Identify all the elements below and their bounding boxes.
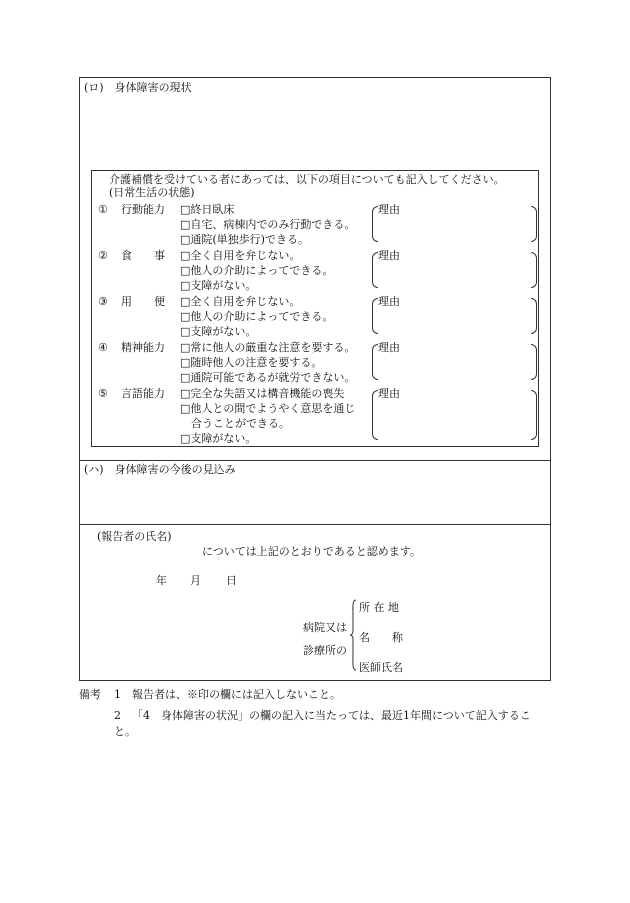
field-location-label: 所 在 地	[359, 601, 399, 614]
item-label: 用 便	[121, 295, 165, 308]
option-checkbox[interactable]: □全く自用を弁じない。	[180, 295, 301, 308]
note-continuation: と。	[114, 725, 136, 738]
option-checkbox[interactable]: □全く自用を弁じない。	[180, 249, 301, 262]
option-checkbox[interactable]: □通院(単独歩行)できる。	[180, 233, 309, 246]
item-label: 精神能力	[121, 341, 165, 354]
field-doctor-label: 医師氏名	[359, 661, 403, 674]
reason-bracket-right	[531, 390, 537, 440]
section-ro-title: (ロ) 身体障害の現状	[84, 81, 192, 94]
note-text: 報告者は、※印の欄には記入しないこと。	[132, 688, 341, 701]
divider-report	[79, 524, 551, 525]
item-number: ②	[98, 249, 108, 262]
curly-brace-icon	[349, 599, 357, 671]
item-number: ③	[98, 295, 108, 308]
reason-label: 理由	[378, 203, 400, 216]
item-label: 行動能力	[121, 203, 165, 216]
reason-label: 理由	[378, 249, 400, 262]
reason-label: 理由	[378, 295, 400, 308]
date-day: 日	[226, 574, 237, 587]
option-checkbox[interactable]: □完全な失語又は構音機能の喪失	[180, 387, 345, 400]
option-checkbox[interactable]: □他人との間でようやく意思を通じ	[180, 402, 356, 415]
item-label: 言語能力	[121, 387, 165, 400]
reason-label: 理由	[378, 387, 400, 400]
reason-label: 理由	[378, 341, 400, 354]
item-number: ①	[98, 203, 108, 216]
date-month: 月	[190, 574, 201, 587]
option-checkbox[interactable]: □常に他人の厳重な注意を要する。	[180, 341, 356, 354]
field-name-label: 名 称	[359, 631, 403, 644]
item-label: 食 事	[121, 249, 165, 262]
facility-label-1: 病院又は	[303, 621, 347, 634]
option-checkbox[interactable]: □支障がない。	[180, 279, 257, 292]
item-number: ⑤	[98, 387, 108, 400]
option-checkbox[interactable]: □他人の介助によってできる。	[180, 264, 334, 277]
date-year: 年	[156, 574, 167, 587]
daily-life-subheading: (日常生活の状態)	[109, 186, 195, 199]
option-checkbox[interactable]: □随時他人の注意を要する。	[180, 356, 323, 369]
item-number: ④	[98, 341, 108, 354]
option-checkbox[interactable]: □自宅、病棟内でのみ行動できる。	[180, 218, 356, 231]
option-checkbox[interactable]: □支障がない。	[180, 432, 257, 445]
reporter-name-label: (報告者の氏名)	[97, 530, 172, 543]
reason-bracket-right	[531, 344, 537, 380]
divider-ha	[79, 460, 551, 461]
care-instruction: 介護補償を受けている者にあっては、以下の項目についても記入してください。	[109, 173, 505, 186]
reason-bracket-right	[531, 252, 537, 288]
section-ha-title: (ハ) 身体障害の今後の見込み	[84, 463, 236, 476]
option-checkbox[interactable]: □他人の介助によってできる。	[180, 310, 334, 323]
note-number: 1	[114, 688, 121, 701]
reason-bracket-right	[531, 298, 537, 334]
note-text: 「4 身体障害の状況」の欄の記入に当たっては、最近1年間について記入するこ	[132, 709, 531, 722]
option-checkbox[interactable]: □支障がない。	[180, 325, 257, 338]
certification-text: については上記のとおりであると認めます。	[202, 545, 421, 558]
notes-label: 備考	[79, 688, 101, 701]
option-continuation: 合うことができる。	[180, 417, 290, 430]
reason-bracket-right	[531, 206, 537, 242]
option-checkbox[interactable]: □終日臥床	[180, 203, 235, 216]
option-checkbox[interactable]: □通院可能であるが就労できない。	[180, 371, 356, 384]
note-number: 2	[114, 709, 121, 722]
facility-label-2: 診療所の	[303, 644, 347, 657]
